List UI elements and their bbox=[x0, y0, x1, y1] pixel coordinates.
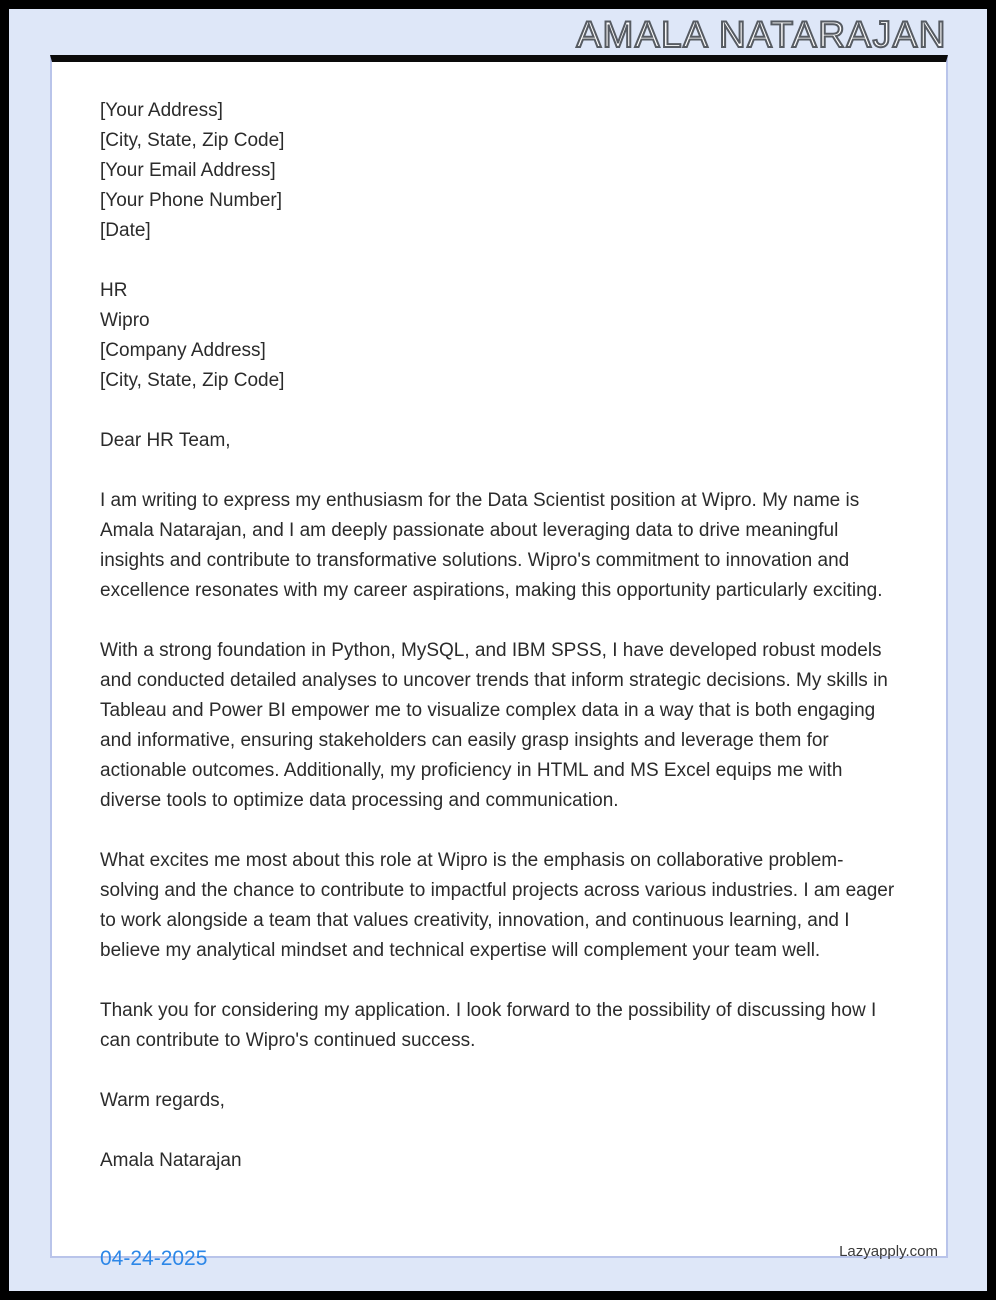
footer-brand: Lazyapply.com bbox=[839, 1243, 938, 1260]
letter-body bbox=[52, 62, 946, 1176]
letter-page bbox=[50, 55, 948, 1258]
recipient-address-line: [City, State, Zip Code] bbox=[100, 370, 285, 391]
body-paragraph: I am writing to express my enthusiasm for the Data Scientist position at Wipro. My name is Amala Natarajan, and I am deeply passionate about leveraging data to drive meaningful insights and contribute to transformative solutions. Wipro's commitment to innovation and excellence resonates with my career aspirations, making this opportunity particularly exciting. bbox=[100, 490, 883, 601]
body-paragraph: Thank you for considering my application. I look forward to the possibility of discussing how I can contribute to Wipro's continued success. bbox=[100, 1000, 877, 1051]
sender-address-line: [Your Phone Number] bbox=[100, 190, 283, 211]
recipient-address-line: HR bbox=[100, 280, 128, 301]
body-paragraph: With a strong foundation in Python, MySQL, and IBM SPSS, I have developed robust models and conducted detailed analyses to uncover trends that inform strategic decisions. My skills in Tableau and Power BI empower me to visualize complex data in a way that is both engaging and informative, ensuring stakeholders can easily grasp insights and leverage them for actionable outcomes. Additionally, my proficiency in HTML and MS Excel equips me with diverse tools to optimize data processing and communication. bbox=[100, 640, 888, 811]
sender-address-line: [Your Address] bbox=[100, 100, 223, 121]
recipient-address-line: Wipro bbox=[100, 310, 150, 331]
sender-address-line: [City, State, Zip Code] bbox=[100, 130, 285, 151]
recipient-address-line: [Company Address] bbox=[100, 340, 266, 361]
sender-address-line: [Your Email Address] bbox=[100, 160, 276, 181]
candidate-name-title: AMALA NATARAJAN bbox=[576, 14, 947, 55]
recipient-address-block bbox=[100, 276, 902, 396]
date-stamp: 04-24-2025 bbox=[100, 1247, 208, 1270]
sender-address-line: [Date] bbox=[100, 220, 151, 241]
signature-name: Amala Natarajan bbox=[100, 1150, 242, 1171]
salutation: Dear HR Team, bbox=[100, 430, 231, 451]
closing: Warm regards, bbox=[100, 1090, 225, 1111]
sender-address-block bbox=[100, 96, 902, 246]
body-paragraph: What excites me most about this role at Wipro is the emphasis on collaborative problem-solving and the chance to contribute to impactful projects across various industries. I am eager to work alongside a team that values creativity, innovation, and continuous learning, and I believe my analytical mindset and technical expertise will complement your team well. bbox=[100, 850, 895, 961]
letter-header bbox=[9, 9, 987, 55]
